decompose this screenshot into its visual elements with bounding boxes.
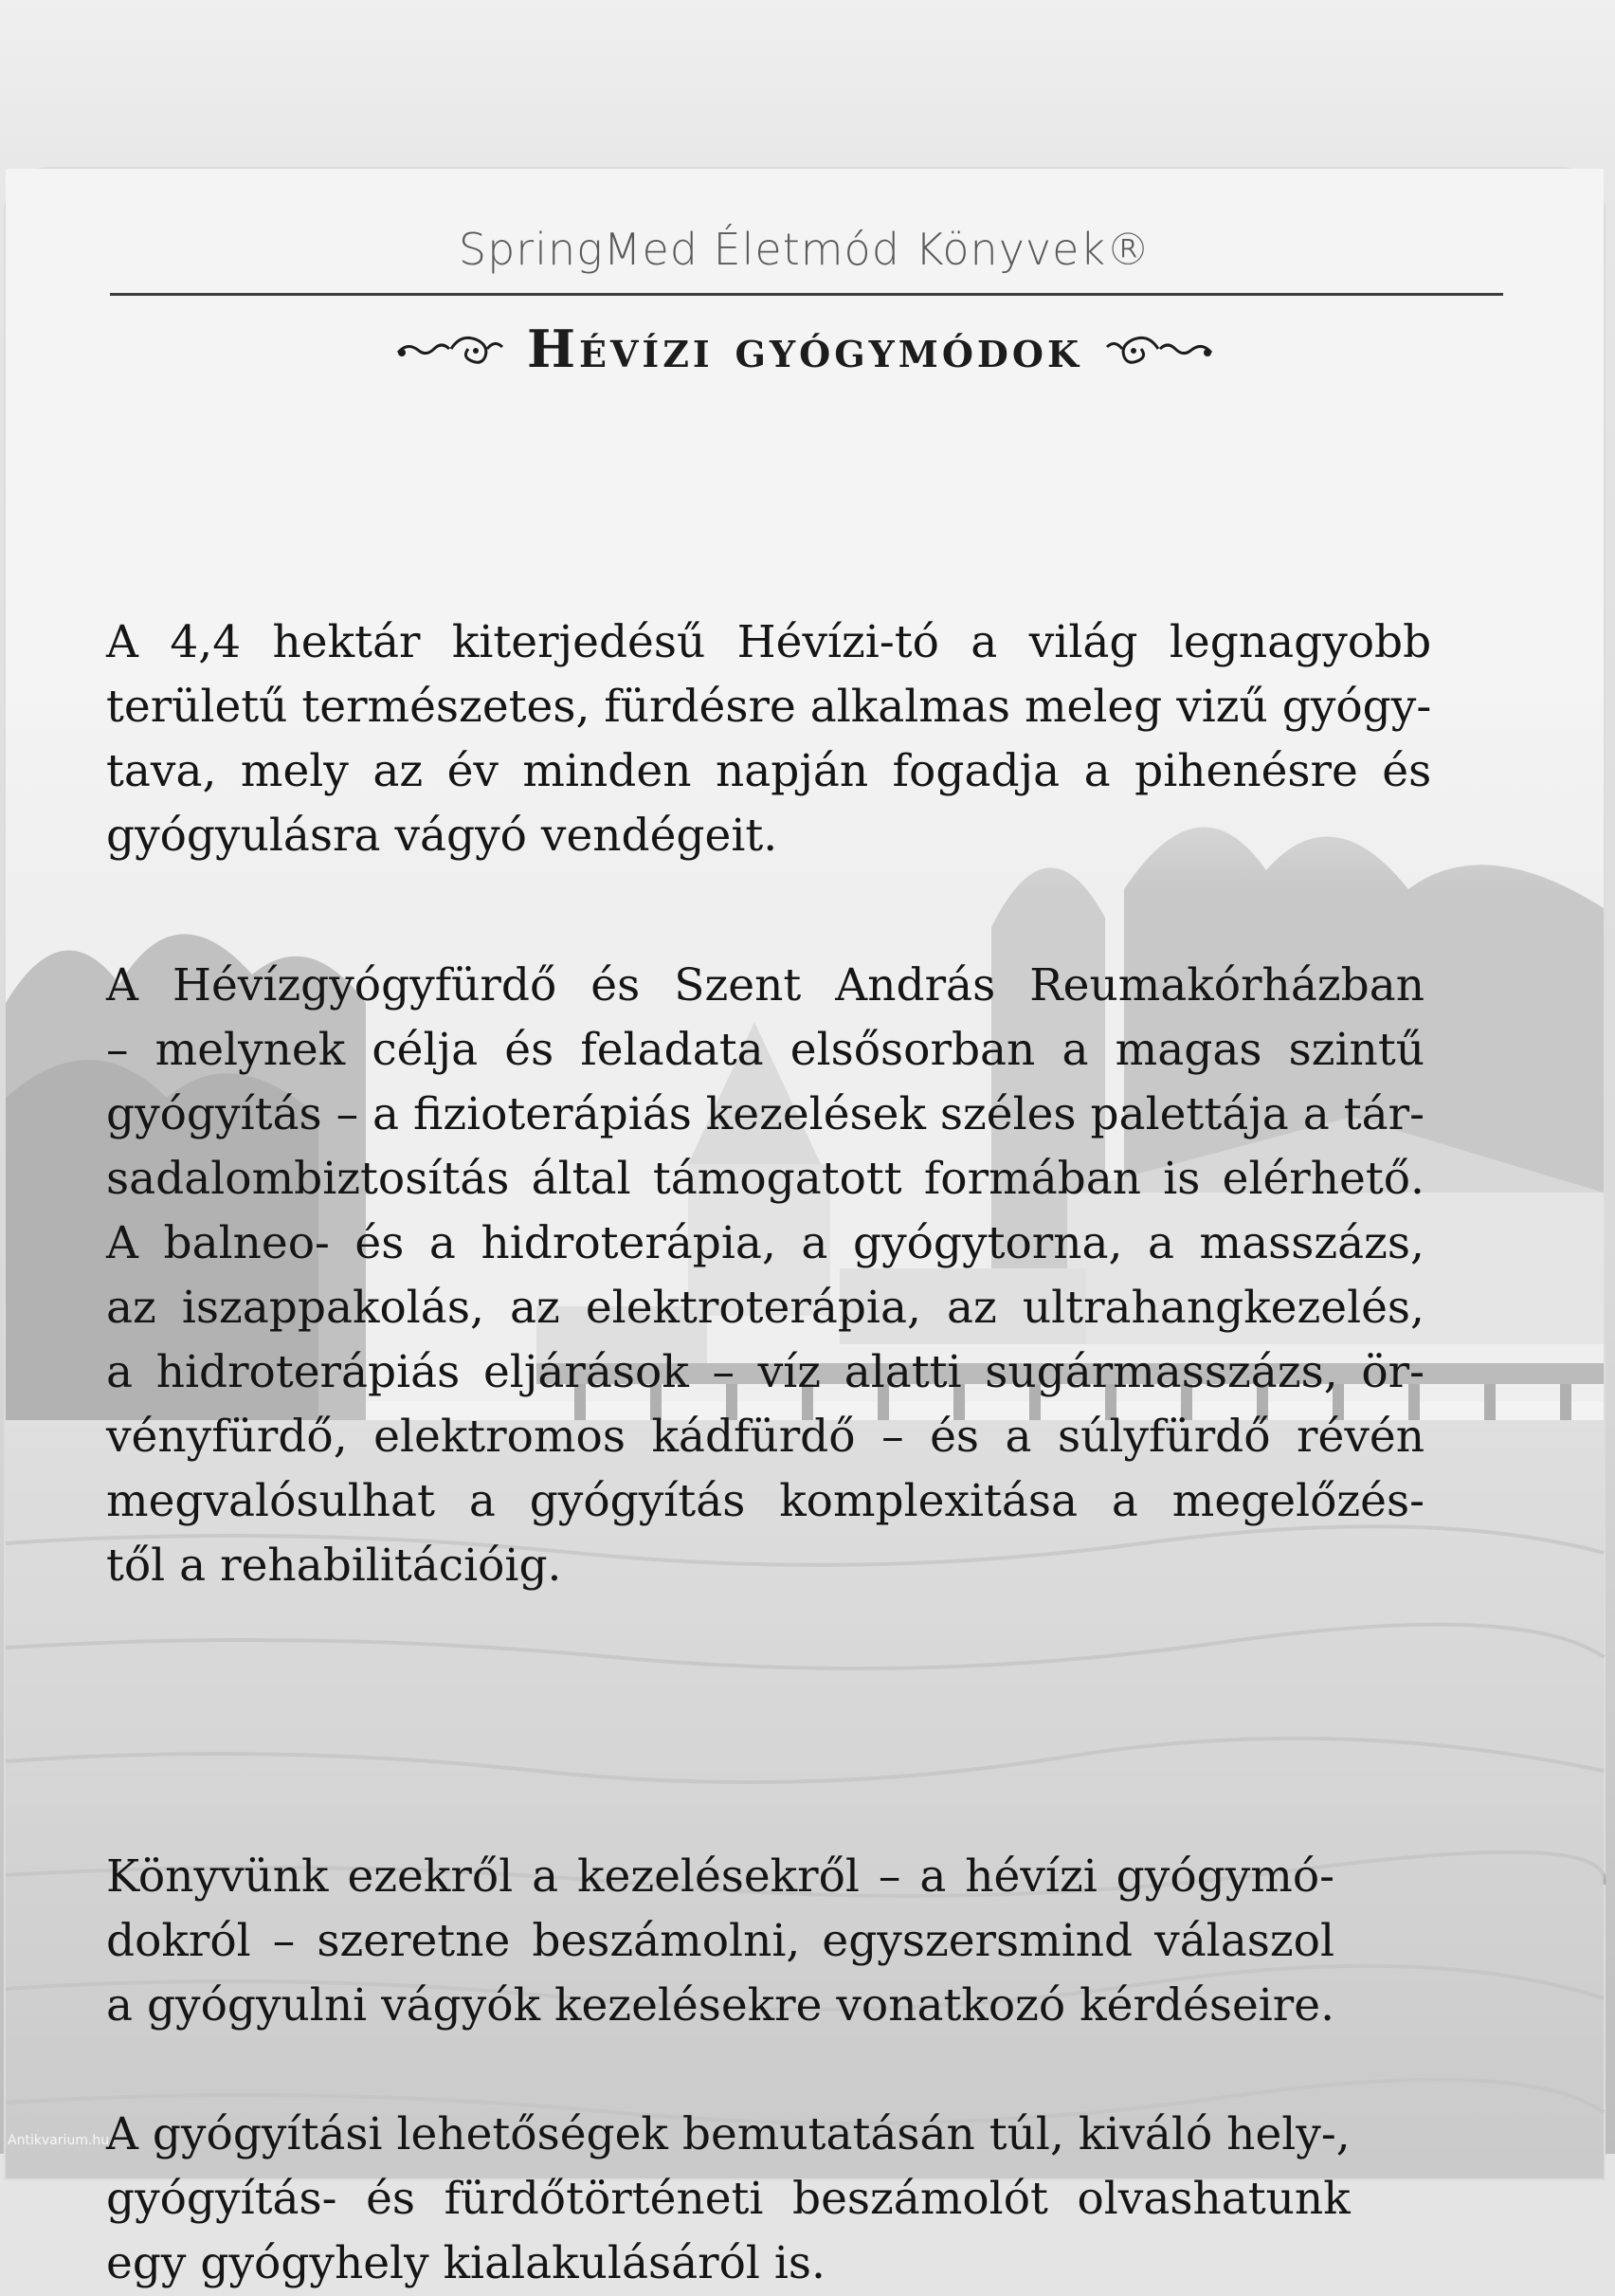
back-cover — [6, 169, 1604, 2289]
text-line: A 4,4 hektár kiterjedésű Hévízi-tó a világ legnagyobb — [106, 616, 1432, 668]
text-line: sadalombiztosítás által támogatott formában is elérhető. — [106, 1153, 1424, 1205]
text-line: az iszappakolás, az elektroterápia, az ultrahangkezelés, — [106, 1282, 1424, 1334]
header-divider — [110, 293, 1503, 296]
text-line: tava, mely az év minden napján fogadja a pihenésre és — [106, 745, 1432, 797]
text-line: gyógyítás – a fizioterápiás kezelések széles palettája a tár- — [106, 1088, 1424, 1140]
text-line: A balneo- és a hidroterápia, a gyógytorna, a masszázs, — [106, 1217, 1424, 1269]
text-line: A gyógyítási lehetőségek bemutatásán túl, kiváló hely-, — [106, 2108, 1351, 2160]
paragraph-intro — [106, 610, 1431, 868]
paragraph-treatments — [106, 954, 1424, 1598]
text-line: dokról – szeretne beszámolni, egyszersmind válaszol — [106, 1915, 1335, 1967]
title-row — [6, 311, 1604, 387]
watermark: Antikvarium.hu — [8, 2133, 110, 2148]
text-line: gyógyítás- és fürdőtörténeti beszámolót olvashatunk — [106, 2173, 1351, 2225]
text-line: vényfürdő, elektromos kádfürdő – és a súlyfürdő révén — [106, 1411, 1424, 1463]
text-line: megvalósulhat a gyógyítás komplexitása a megelőzés- — [106, 1475, 1424, 1527]
left-ornament-icon — [394, 328, 506, 370]
series-title: SpringMed Életmód Könyvek® — [458, 224, 1152, 275]
text-line: gyógyulásra vágyó vendégeit. — [106, 810, 778, 862]
text-line: – melynek célja és feladata elsősorban a magas szintű — [106, 1024, 1424, 1076]
paragraph-book-purpose — [106, 1845, 1334, 2038]
text-line: től a rehabilitációig. — [106, 1540, 562, 1592]
text-line: a hidroterápiás eljárások – víz alatti sugármasszázs, ör- — [106, 1346, 1424, 1398]
page-title: Hévízi gyógymódok — [526, 319, 1083, 379]
text-line: Könyvünk ezekről a kezelésekről – a hévízi gyógymó- — [106, 1850, 1335, 1903]
text-line: a gyógyulni vágyók kezelésekre vonatkozó kérdéseire. — [106, 1979, 1335, 2032]
text-line: egy gyógyhely kialakulásáról is. — [106, 2237, 826, 2289]
right-ornament-icon — [1103, 328, 1215, 370]
paragraph-history — [106, 2103, 1351, 2296]
text-line: A Hévízgyógyfürdő és Szent András Reumakórházban — [106, 959, 1424, 1011]
text-line: területű természetes, fürdésre alkalmas meleg vizű gyógy- — [106, 681, 1432, 733]
